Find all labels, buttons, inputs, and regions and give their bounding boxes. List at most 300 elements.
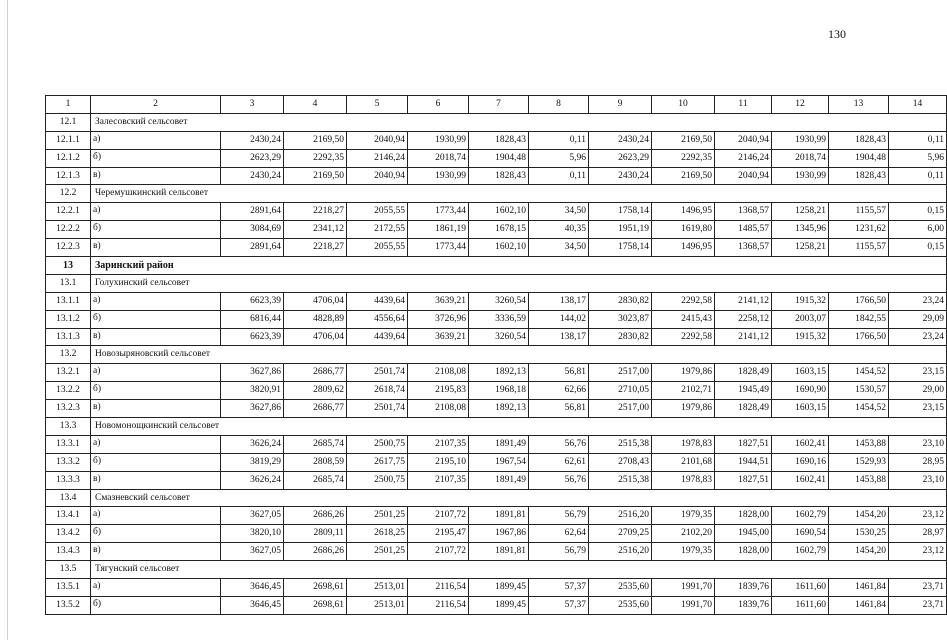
- value-cell: 1529,93: [829, 453, 889, 471]
- section-row: [46, 418, 947, 436]
- value-cell: 2617,75: [347, 453, 408, 471]
- value-cell: 1828,43: [829, 167, 889, 185]
- value-cell: 3260,54: [469, 328, 529, 346]
- row-number: 13.2.3: [46, 400, 91, 418]
- value-cell: 2686,26: [284, 543, 347, 561]
- value-cell: 3084,69: [221, 221, 284, 239]
- value-cell: 3639,21: [408, 292, 469, 310]
- subitem-label: а): [91, 292, 221, 310]
- value-cell: 2500,75: [347, 471, 408, 489]
- value-cell: 2415,43: [652, 310, 715, 328]
- value-cell: 2218,27: [284, 203, 347, 221]
- value-cell: 1828,00: [715, 543, 772, 561]
- value-cell: 1766,50: [829, 292, 889, 310]
- table-row: [46, 203, 947, 221]
- row-number: 13.5.1: [46, 579, 91, 597]
- value-cell: 1979,35: [652, 543, 715, 561]
- value-cell: 1991,70: [652, 579, 715, 597]
- value-cell: 23,15: [889, 400, 947, 418]
- district-name: Заринский район: [91, 257, 529, 275]
- row-number: 12.1.1: [46, 131, 91, 149]
- value-cell: 2341,12: [284, 221, 347, 239]
- value-cell: 1368,57: [715, 203, 772, 221]
- value-cell: 2101,68: [652, 453, 715, 471]
- value-cell: 3639,21: [408, 328, 469, 346]
- value-cell: 1602,10: [469, 239, 529, 257]
- section-name: Тягунский сельсовет: [91, 561, 529, 579]
- value-cell: 2107,72: [408, 507, 469, 525]
- subitem-label: б): [91, 453, 221, 471]
- value-cell: 1603,15: [772, 400, 829, 418]
- value-cell: 62,66: [529, 382, 589, 400]
- value-cell: 4439,64: [347, 292, 408, 310]
- empty-cell: [529, 489, 947, 507]
- table-row: [46, 579, 947, 597]
- value-cell: 2709,25: [589, 525, 652, 543]
- value-cell: 2501,74: [347, 400, 408, 418]
- value-cell: 3820,10: [221, 525, 284, 543]
- value-cell: 1758,14: [589, 239, 652, 257]
- empty-cell: [529, 257, 947, 275]
- tariff-table: [45, 95, 947, 615]
- value-cell: 1611,60: [772, 579, 829, 597]
- value-cell: 2708,43: [589, 453, 652, 471]
- value-cell: 2430,24: [589, 167, 652, 185]
- value-cell: 2685,74: [284, 471, 347, 489]
- value-cell: 62,61: [529, 453, 589, 471]
- row-number: 13.3: [46, 418, 91, 436]
- value-cell: 1899,45: [469, 596, 529, 614]
- subitem-label: в): [91, 328, 221, 346]
- value-cell: 1496,95: [652, 239, 715, 257]
- value-cell: 56,81: [529, 364, 589, 382]
- table-body: [46, 96, 947, 615]
- value-cell: 1839,76: [715, 596, 772, 614]
- value-cell: 1892,13: [469, 364, 529, 382]
- value-cell: 1345,96: [772, 221, 829, 239]
- value-cell: 4706,04: [284, 328, 347, 346]
- value-cell: 2501,25: [347, 543, 408, 561]
- value-cell: 2218,27: [284, 239, 347, 257]
- value-cell: 1530,25: [829, 525, 889, 543]
- table-row: [46, 543, 947, 561]
- value-cell: 62,64: [529, 525, 589, 543]
- value-cell: 0,11: [529, 131, 589, 149]
- value-cell: 1968,18: [469, 382, 529, 400]
- header-cell: 8: [529, 96, 589, 114]
- value-cell: 2513,01: [347, 596, 408, 614]
- row-number: 13.1.2: [46, 310, 91, 328]
- value-cell: 3726,96: [408, 310, 469, 328]
- value-cell: 2102,71: [652, 382, 715, 400]
- section-row: [46, 113, 947, 131]
- subitem-label: а): [91, 507, 221, 525]
- value-cell: 1978,83: [652, 435, 715, 453]
- subitem-label: б): [91, 310, 221, 328]
- value-cell: 6623,39: [221, 328, 284, 346]
- table-row: [46, 167, 947, 185]
- value-cell: 40,35: [529, 221, 589, 239]
- value-cell: 5,96: [889, 149, 947, 167]
- header-cell: 12: [772, 96, 829, 114]
- row-number: 12.2.2: [46, 221, 91, 239]
- header-cell: 6: [408, 96, 469, 114]
- value-cell: 2535,60: [589, 579, 652, 597]
- value-cell: 2830,82: [589, 328, 652, 346]
- district-row: [46, 257, 947, 275]
- value-cell: 1979,86: [652, 400, 715, 418]
- value-cell: 2618,25: [347, 525, 408, 543]
- value-cell: 2809,62: [284, 382, 347, 400]
- value-cell: 1979,86: [652, 364, 715, 382]
- value-cell: 2513,01: [347, 579, 408, 597]
- subitem-label: а): [91, 131, 221, 149]
- value-cell: 1690,90: [772, 382, 829, 400]
- value-cell: 2698,61: [284, 596, 347, 614]
- value-cell: 2169,50: [652, 167, 715, 185]
- value-cell: 2116,54: [408, 579, 469, 597]
- row-number: 13.4.2: [46, 525, 91, 543]
- subitem-label: б): [91, 525, 221, 543]
- table-row: [46, 328, 947, 346]
- value-cell: 1951,19: [589, 221, 652, 239]
- value-cell: 3820,91: [221, 382, 284, 400]
- value-cell: 29,09: [889, 310, 947, 328]
- value-cell: 1839,76: [715, 579, 772, 597]
- subitem-label: в): [91, 471, 221, 489]
- value-cell: 2141,12: [715, 292, 772, 310]
- value-cell: 2146,24: [347, 149, 408, 167]
- value-cell: 2517,00: [589, 400, 652, 418]
- value-cell: 2698,61: [284, 579, 347, 597]
- row-number: 13.2: [46, 346, 91, 364]
- header-cell: 11: [715, 96, 772, 114]
- value-cell: 138,17: [529, 328, 589, 346]
- value-cell: 1828,43: [469, 167, 529, 185]
- value-cell: 0,15: [889, 239, 947, 257]
- value-cell: 2710,05: [589, 382, 652, 400]
- value-cell: 2535,60: [589, 596, 652, 614]
- value-cell: 2003,07: [772, 310, 829, 328]
- value-cell: 2107,72: [408, 543, 469, 561]
- value-cell: 1904,48: [469, 149, 529, 167]
- section-name: Новомонощкинский сельсовет: [91, 418, 529, 436]
- value-cell: 2517,00: [589, 364, 652, 382]
- subitem-label: б): [91, 149, 221, 167]
- value-cell: 1861,19: [408, 221, 469, 239]
- value-cell: 2430,24: [221, 131, 284, 149]
- value-cell: 1155,57: [829, 239, 889, 257]
- value-cell: 57,37: [529, 596, 589, 614]
- value-cell: 2169,50: [652, 131, 715, 149]
- value-cell: 1603,15: [772, 364, 829, 382]
- value-cell: 2040,94: [347, 131, 408, 149]
- table-row: [46, 435, 947, 453]
- subitem-label: б): [91, 382, 221, 400]
- empty-cell: [529, 346, 947, 364]
- value-cell: 2195,83: [408, 382, 469, 400]
- value-cell: 23,12: [889, 543, 947, 561]
- value-cell: 1155,57: [829, 203, 889, 221]
- table-row: [46, 596, 947, 614]
- value-cell: 3819,29: [221, 453, 284, 471]
- value-cell: 56,76: [529, 471, 589, 489]
- value-cell: 1979,35: [652, 507, 715, 525]
- value-cell: 2116,54: [408, 596, 469, 614]
- value-cell: 1454,20: [829, 543, 889, 561]
- value-cell: 1944,51: [715, 453, 772, 471]
- value-cell: 0,11: [889, 167, 947, 185]
- value-cell: 23,71: [889, 596, 947, 614]
- value-cell: 2516,20: [589, 543, 652, 561]
- value-cell: 2891,64: [221, 239, 284, 257]
- value-cell: 4828,89: [284, 310, 347, 328]
- value-cell: 2102,20: [652, 525, 715, 543]
- value-cell: 1453,88: [829, 471, 889, 489]
- value-cell: 2686,77: [284, 400, 347, 418]
- section-row: [46, 185, 947, 203]
- value-cell: 2292,58: [652, 328, 715, 346]
- value-cell: 1453,88: [829, 435, 889, 453]
- row-number: 13.1: [46, 274, 91, 292]
- value-cell: 1930,99: [408, 131, 469, 149]
- value-cell: 1602,10: [469, 203, 529, 221]
- value-cell: 6,00: [889, 221, 947, 239]
- row-number: 12.2.3: [46, 239, 91, 257]
- row-number: 13.5: [46, 561, 91, 579]
- value-cell: 57,37: [529, 579, 589, 597]
- value-cell: 3336,59: [469, 310, 529, 328]
- empty-cell: [529, 418, 947, 436]
- header-cell: 13: [829, 96, 889, 114]
- value-cell: 1461,84: [829, 579, 889, 597]
- value-cell: 3627,05: [221, 507, 284, 525]
- value-cell: 1611,60: [772, 596, 829, 614]
- value-cell: 1773,44: [408, 203, 469, 221]
- value-cell: 2195,10: [408, 453, 469, 471]
- value-cell: 23,71: [889, 579, 947, 597]
- value-cell: 1891,49: [469, 471, 529, 489]
- value-cell: 0,15: [889, 203, 947, 221]
- table-row: [46, 525, 947, 543]
- value-cell: 1828,43: [469, 131, 529, 149]
- value-cell: 3646,45: [221, 596, 284, 614]
- value-cell: 3023,87: [589, 310, 652, 328]
- value-cell: 3627,86: [221, 364, 284, 382]
- row-number: 13.1.1: [46, 292, 91, 310]
- value-cell: 2055,55: [347, 239, 408, 257]
- value-cell: 1454,52: [829, 400, 889, 418]
- value-cell: 23,24: [889, 328, 947, 346]
- row-number: 12.2.1: [46, 203, 91, 221]
- value-cell: 2055,55: [347, 203, 408, 221]
- value-cell: 34,50: [529, 203, 589, 221]
- value-cell: 2623,29: [221, 149, 284, 167]
- value-cell: 2108,08: [408, 364, 469, 382]
- value-cell: 1602,79: [772, 507, 829, 525]
- value-cell: 1945,49: [715, 382, 772, 400]
- value-cell: 1461,84: [829, 596, 889, 614]
- section-name: Голухинский сельсовет: [91, 274, 529, 292]
- value-cell: 1915,32: [772, 292, 829, 310]
- value-cell: 1930,99: [772, 167, 829, 185]
- value-cell: 2292,35: [652, 149, 715, 167]
- value-cell: 2141,12: [715, 328, 772, 346]
- value-cell: 1828,49: [715, 364, 772, 382]
- value-cell: 138,17: [529, 292, 589, 310]
- value-cell: 2686,26: [284, 507, 347, 525]
- value-cell: 1258,21: [772, 203, 829, 221]
- value-cell: 2169,50: [284, 131, 347, 149]
- value-cell: 1827,51: [715, 471, 772, 489]
- value-cell: 1690,54: [772, 525, 829, 543]
- value-cell: 34,50: [529, 239, 589, 257]
- value-cell: 1899,45: [469, 579, 529, 597]
- value-cell: 1945,00: [715, 525, 772, 543]
- empty-cell: [529, 274, 947, 292]
- value-cell: 3626,24: [221, 471, 284, 489]
- header-row: [46, 96, 947, 114]
- value-cell: 2623,29: [589, 149, 652, 167]
- value-cell: 5,96: [529, 149, 589, 167]
- value-cell: 4439,64: [347, 328, 408, 346]
- table-row: [46, 310, 947, 328]
- value-cell: 1892,13: [469, 400, 529, 418]
- value-cell: 2891,64: [221, 203, 284, 221]
- value-cell: 0,11: [889, 131, 947, 149]
- table-row: [46, 471, 947, 489]
- value-cell: 23,12: [889, 507, 947, 525]
- value-cell: 3627,86: [221, 400, 284, 418]
- header-cell: 4: [284, 96, 347, 114]
- table-row: [46, 239, 947, 257]
- value-cell: 2516,20: [589, 507, 652, 525]
- value-cell: 1602,41: [772, 435, 829, 453]
- value-cell: 1602,41: [772, 471, 829, 489]
- value-cell: 1828,49: [715, 400, 772, 418]
- value-cell: 56,76: [529, 435, 589, 453]
- value-cell: 1231,62: [829, 221, 889, 239]
- value-cell: 1891,81: [469, 507, 529, 525]
- value-cell: 23,10: [889, 471, 947, 489]
- section-row: [46, 346, 947, 364]
- value-cell: 56,81: [529, 400, 589, 418]
- value-cell: 1758,14: [589, 203, 652, 221]
- row-number: 12.1.3: [46, 167, 91, 185]
- row-number: 12.2: [46, 185, 91, 203]
- value-cell: 2500,75: [347, 435, 408, 453]
- value-cell: 1930,99: [408, 167, 469, 185]
- row-number: 13.2.2: [46, 382, 91, 400]
- subitem-label: а): [91, 435, 221, 453]
- table-row: [46, 453, 947, 471]
- value-cell: 1827,51: [715, 435, 772, 453]
- value-cell: 2292,58: [652, 292, 715, 310]
- value-cell: 1967,54: [469, 453, 529, 471]
- value-cell: 1258,21: [772, 239, 829, 257]
- value-cell: 1904,48: [829, 149, 889, 167]
- row-number: 13.3.1: [46, 435, 91, 453]
- value-cell: 2172,55: [347, 221, 408, 239]
- subitem-label: б): [91, 596, 221, 614]
- value-cell: 1690,16: [772, 453, 829, 471]
- empty-cell: [529, 561, 947, 579]
- subitem-label: а): [91, 579, 221, 597]
- value-cell: 1930,99: [772, 131, 829, 149]
- row-number: 13.4.3: [46, 543, 91, 561]
- value-cell: 2107,35: [408, 435, 469, 453]
- value-cell: 1530,57: [829, 382, 889, 400]
- table-row: [46, 382, 947, 400]
- value-cell: 56,79: [529, 543, 589, 561]
- row-number: 13.3.2: [46, 453, 91, 471]
- value-cell: 4556,64: [347, 310, 408, 328]
- value-cell: 1619,80: [652, 221, 715, 239]
- value-cell: 0,11: [529, 167, 589, 185]
- page-number: 130: [828, 27, 846, 41]
- row-number: 13: [46, 257, 91, 275]
- header-cell: 7: [469, 96, 529, 114]
- table-row: [46, 221, 947, 239]
- value-cell: 28,95: [889, 453, 947, 471]
- row-number: 13.1.3: [46, 328, 91, 346]
- empty-cell: [529, 113, 947, 131]
- header-cell: 14: [889, 96, 947, 114]
- subitem-label: в): [91, 167, 221, 185]
- value-cell: 56,79: [529, 507, 589, 525]
- subitem-label: а): [91, 364, 221, 382]
- value-cell: 2808,59: [284, 453, 347, 471]
- table-row: [46, 292, 947, 310]
- value-cell: 1454,52: [829, 364, 889, 382]
- value-cell: 2146,24: [715, 149, 772, 167]
- page-edge-line: [7, 0, 8, 640]
- table-row: [46, 149, 947, 167]
- value-cell: 2430,24: [589, 131, 652, 149]
- table-row: [46, 507, 947, 525]
- header-cell: 9: [589, 96, 652, 114]
- value-cell: 1915,32: [772, 328, 829, 346]
- value-cell: 2169,50: [284, 167, 347, 185]
- value-cell: 2501,74: [347, 364, 408, 382]
- value-cell: 3627,05: [221, 543, 284, 561]
- value-cell: 23,15: [889, 364, 947, 382]
- value-cell: 2686,77: [284, 364, 347, 382]
- value-cell: 1496,95: [652, 203, 715, 221]
- value-cell: 2515,38: [589, 471, 652, 489]
- section-row: [46, 561, 947, 579]
- table-row: [46, 400, 947, 418]
- value-cell: 2108,08: [408, 400, 469, 418]
- row-number: 13.2.1: [46, 364, 91, 382]
- value-cell: 2040,94: [347, 167, 408, 185]
- table-row: [46, 131, 947, 149]
- subitem-label: в): [91, 239, 221, 257]
- value-cell: 1891,49: [469, 435, 529, 453]
- subitem-label: в): [91, 400, 221, 418]
- table-row: [46, 364, 947, 382]
- subitem-label: а): [91, 203, 221, 221]
- row-number: 13.5.2: [46, 596, 91, 614]
- value-cell: 2809,11: [284, 525, 347, 543]
- row-number: 13.3.3: [46, 471, 91, 489]
- section-name: Залесовский сельсовет: [91, 113, 529, 131]
- empty-cell: [529, 185, 947, 203]
- value-cell: 2040,94: [715, 131, 772, 149]
- header-cell: 5: [347, 96, 408, 114]
- value-cell: 1454,20: [829, 507, 889, 525]
- row-number: 13.4.1: [46, 507, 91, 525]
